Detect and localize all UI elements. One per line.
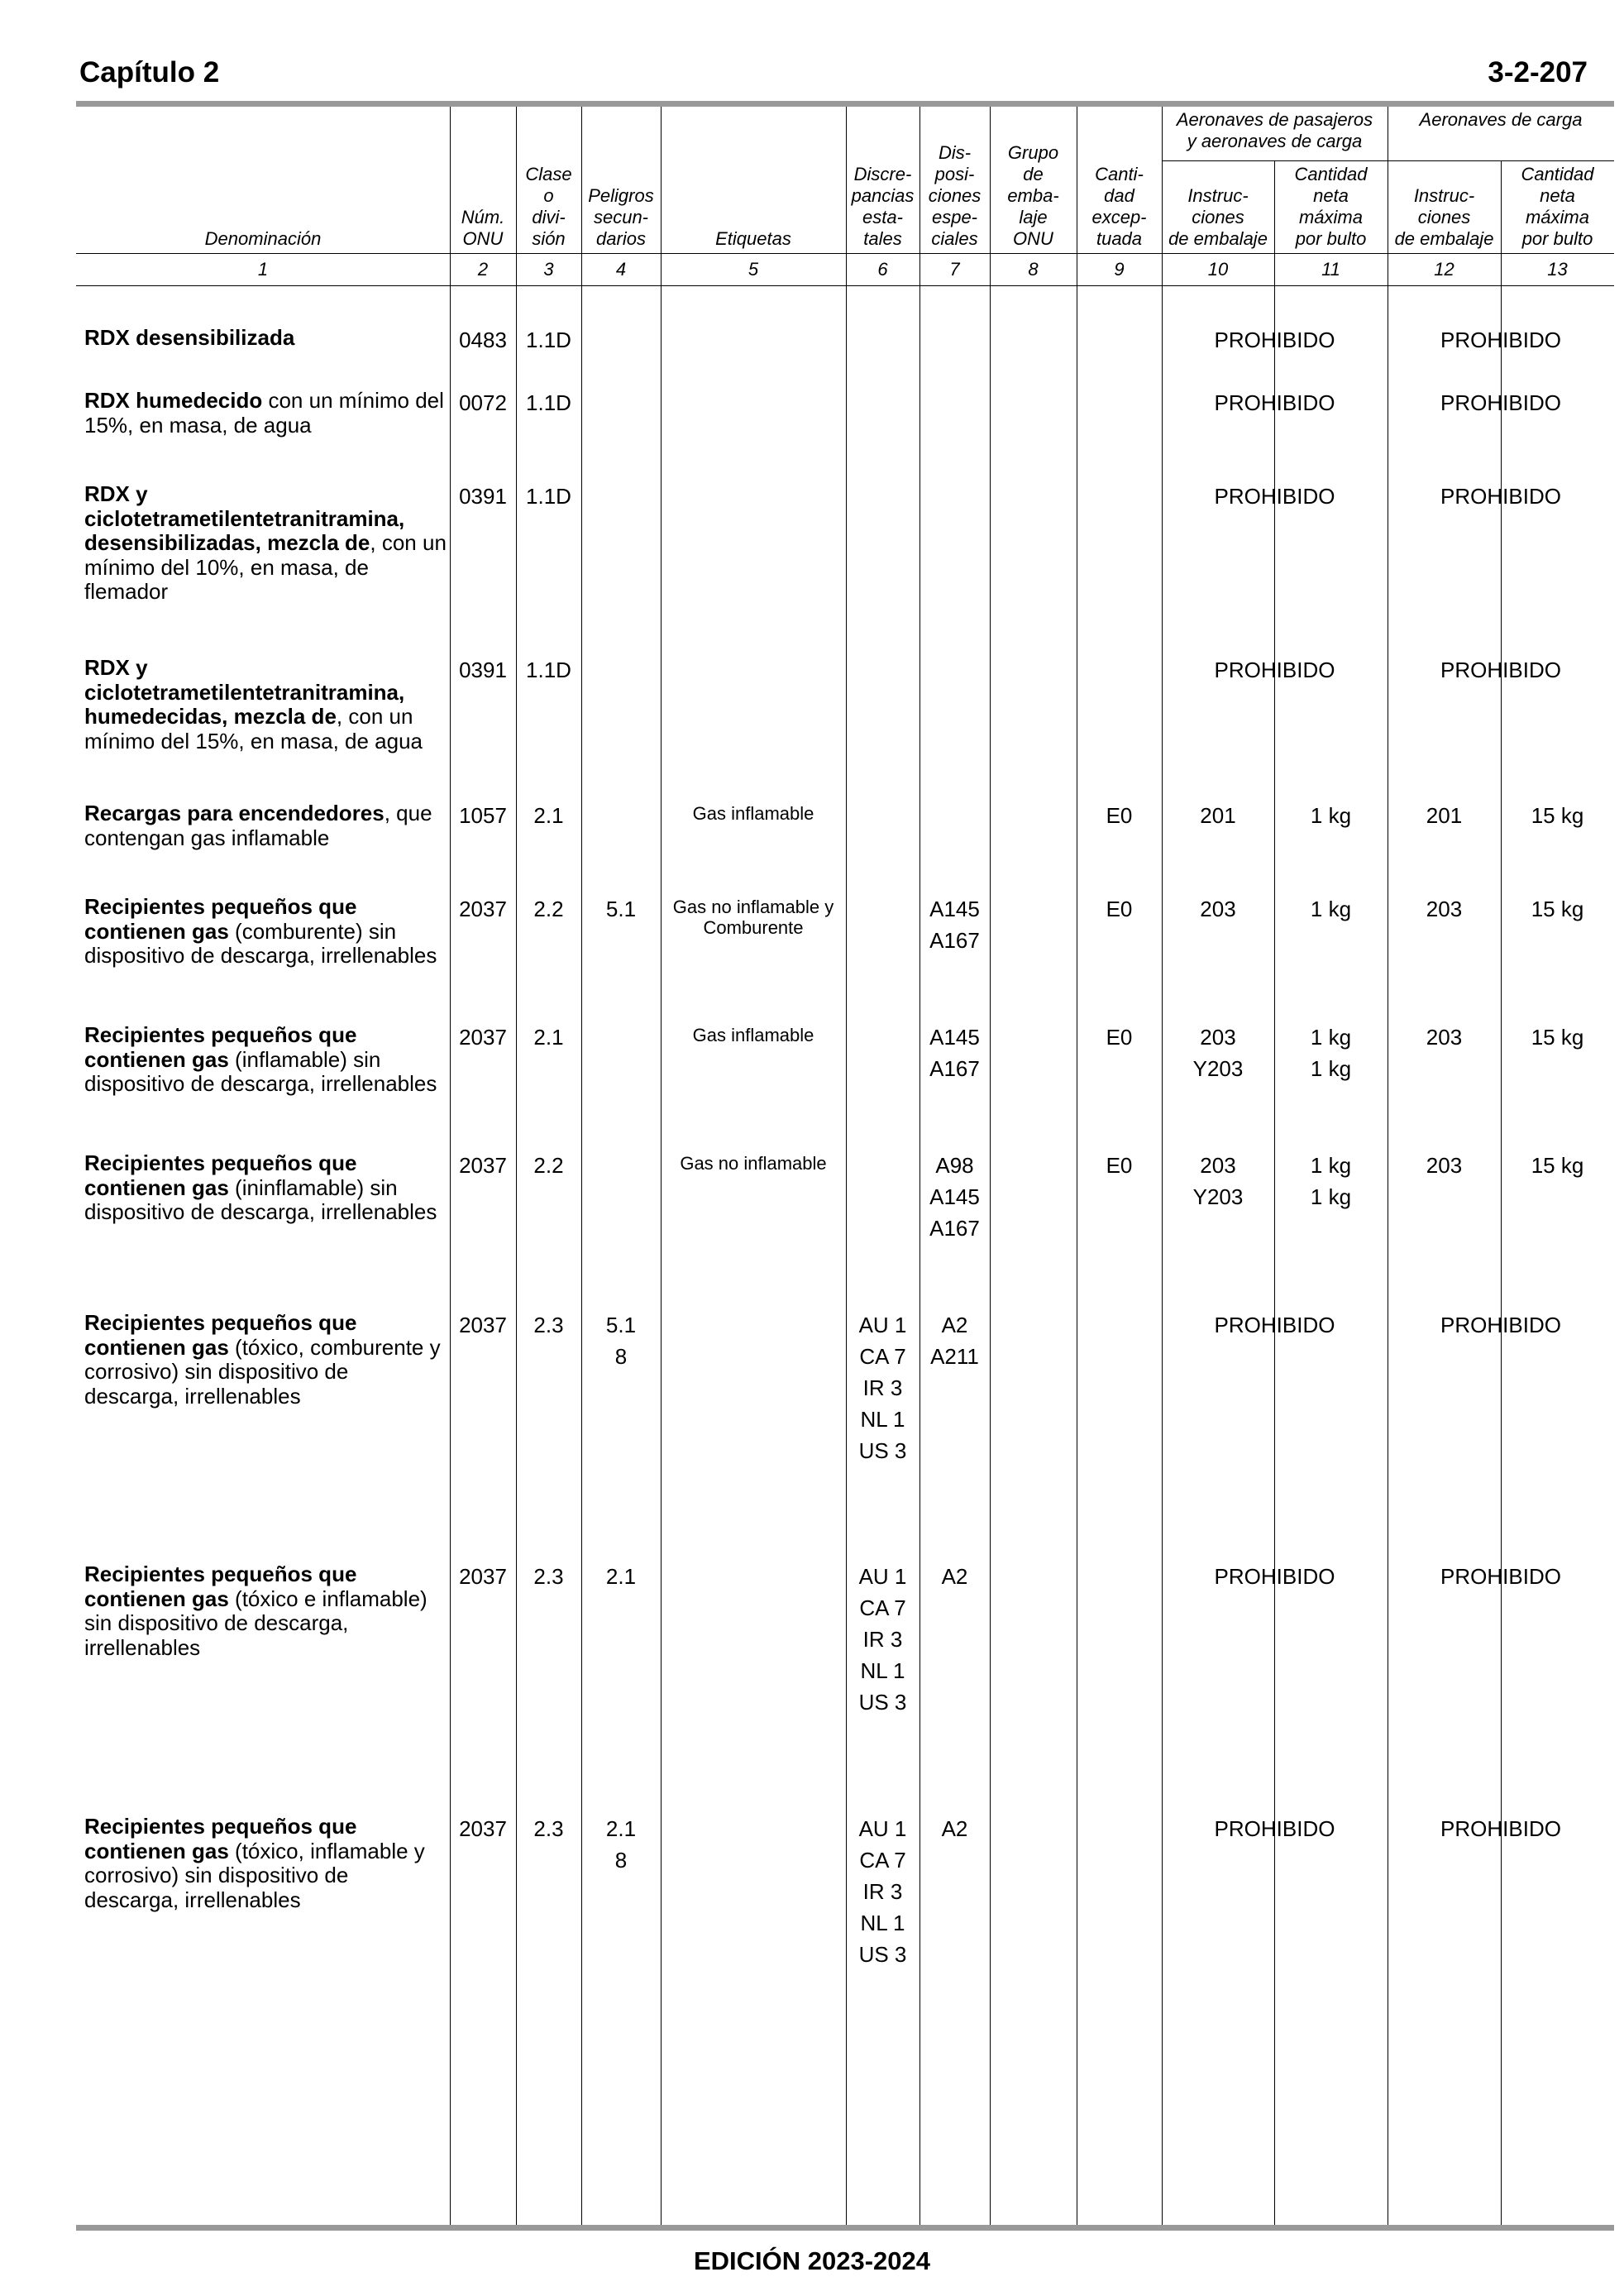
- header-state-variations: Discre- pancias esta- tales: [851, 164, 915, 249]
- substance-name-detail: , con un mínimo del 15%, en masa, de agua: [84, 704, 423, 753]
- special-provisions: A2: [941, 1564, 968, 1589]
- cargo-prohibited: PROHIBIDO: [1440, 390, 1561, 415]
- substance-name: [84, 1311, 447, 1409]
- substance-name-bold: Recipientes pequeños que contienen gas: [84, 1022, 357, 1072]
- cargo-prohibited: PROHIBIDO: [1440, 1564, 1561, 1589]
- chapter-title: Capítulo 2: [79, 56, 220, 88]
- header-cargo-aircraft: Aeronaves de carga: [1419, 109, 1583, 130]
- header-passenger-aircraft: Aeronaves de pasajeros y aeronaves de carga: [1176, 109, 1373, 151]
- pax-prohibited: PROHIBIDO: [1214, 1816, 1335, 1841]
- substance-name: [84, 656, 447, 753]
- header-pax-packing-instructions: Instruc- ciones de embalaje: [1168, 185, 1268, 249]
- column-divider: [990, 107, 991, 2225]
- cargo-max-quantity: 15 kg: [1531, 1025, 1584, 1050]
- substance-name-bold: RDX y ciclotetrametilentetranitramina, humedecidas, mezcla de: [84, 655, 405, 729]
- substance-name-bold: Recargas para encendedores: [84, 801, 385, 825]
- pax-prohibited: PROHIBIDO: [1214, 328, 1335, 352]
- class-division: 2.3: [533, 1816, 564, 1841]
- pax-prohibited: PROHIBIDO: [1214, 390, 1335, 415]
- pax-packing-instruction: 203 Y203: [1192, 1153, 1244, 1209]
- excepted-quantity: E0: [1106, 803, 1133, 828]
- column-number: 7: [949, 259, 960, 280]
- pax-max-quantity: 1 kg: [1310, 897, 1352, 921]
- un-number: 1057: [459, 803, 507, 828]
- header-cargo-packing-instructions: Instruc- ciones de embalaje: [1394, 185, 1494, 249]
- substance-name: [84, 326, 447, 351]
- subsidiary-hazard: 2.1 8: [605, 1816, 637, 1873]
- substance-name-bold: Recipientes pequeños que contienen gas: [84, 1814, 357, 1863]
- column-divider: [1501, 160, 1502, 2225]
- header-pax-max-quantity: Cantidad neta máxima por bulto: [1294, 164, 1368, 249]
- state-variations: AU 1 CA 7 IR 3 NL 1 US 3: [858, 1816, 907, 1967]
- pax-packing-instruction: 201: [1200, 803, 1236, 828]
- cargo-prohibited: PROHIBIDO: [1440, 1313, 1561, 1337]
- substance-name-detail: (tóxico, comburente y corrosivo) sin dispositivo de descarga, irrellenables: [84, 1334, 441, 1409]
- column-number: 10: [1207, 259, 1229, 280]
- subsidiary-hazard: 2.1: [605, 1564, 637, 1589]
- substance-name-detail: (tóxico e inflamable) sin dispositivo de descarga, irrellenables: [84, 1586, 427, 1660]
- header-excepted-quantity: Canti- dad excep- tuada: [1091, 164, 1147, 249]
- substance-name-detail: , con un mínimo del 10%, en masa, de flemador: [84, 530, 447, 604]
- un-number: 2037: [459, 1816, 507, 1841]
- header-special-provisions: Dis- posi- ciones espe- ciales: [928, 142, 982, 249]
- special-provisions: A2 A211: [930, 1313, 979, 1369]
- hazard-label: Gas inflamable: [692, 1025, 814, 1045]
- cargo-packing-instruction: 203: [1426, 897, 1463, 921]
- class-division: 2.3: [533, 1313, 564, 1337]
- substance-name-bold: Recipientes pequeños que contienen gas: [84, 1562, 357, 1611]
- substance-name: [84, 801, 447, 850]
- hazard-label: Gas inflamable: [692, 803, 814, 824]
- un-number: 2037: [459, 1153, 507, 1178]
- special-provisions: A145 A167: [929, 1025, 980, 1081]
- un-number: 0072: [459, 390, 507, 415]
- pax-prohibited: PROHIBIDO: [1214, 1564, 1335, 1589]
- class-division: 2.2: [533, 1153, 564, 1178]
- pax-max-quantity: 1 kg: [1310, 803, 1352, 828]
- column-number: 6: [877, 259, 888, 280]
- state-variations: AU 1 CA 7 IR 3 NL 1 US 3: [858, 1313, 907, 1463]
- column-number: 3: [543, 259, 554, 280]
- un-number: 2037: [459, 897, 507, 921]
- excepted-quantity: E0: [1106, 1025, 1133, 1050]
- column-number: 8: [1028, 259, 1039, 280]
- header-subsidiary-hazard: Peligros secun- darios: [588, 185, 654, 249]
- excepted-quantity: E0: [1106, 1153, 1133, 1178]
- column-number: 12: [1434, 259, 1454, 280]
- substance-name-detail: (ininflamable) sin dispositivo de descarga, irrellenables: [84, 1174, 437, 1224]
- un-number: 2037: [459, 1025, 507, 1050]
- pax-packing-instruction: 203: [1200, 897, 1236, 921]
- substance-name-detail: (comburente) sin dispositivo de descarga, irrellenables: [84, 918, 437, 968]
- substance-name-detail: (inflamable) sin dispositivo de descarga, irrellenables: [84, 1046, 437, 1096]
- cargo-max-quantity: 15 kg: [1531, 1153, 1584, 1178]
- column-number: 4: [615, 259, 627, 280]
- special-provisions: A2: [941, 1816, 968, 1841]
- state-variations: AU 1 CA 7 IR 3 NL 1 US 3: [858, 1564, 907, 1715]
- column-number: 1: [257, 259, 269, 280]
- subsidiary-hazard: 5.1: [605, 897, 637, 921]
- cargo-prohibited: PROHIBIDO: [1440, 658, 1561, 682]
- class-division: 2.3: [533, 1564, 564, 1589]
- header-cargo-max-quantity: Cantidad neta máxima por bulto: [1521, 164, 1594, 249]
- excepted-quantity: E0: [1106, 897, 1133, 921]
- bottom-rule: [76, 2225, 1614, 2231]
- column-divider: [581, 107, 582, 2225]
- substance-name: [84, 1151, 447, 1225]
- column-number: 11: [1321, 259, 1340, 280]
- column-number: 2: [477, 259, 489, 280]
- cargo-prohibited: PROHIBIDO: [1440, 484, 1561, 509]
- header-packing-group: Grupo de emba- laje ONU: [1007, 142, 1059, 249]
- subgroup-rule: [1162, 160, 1614, 161]
- edition-footer: EDICIÓN 2023-2024: [693, 2246, 931, 2275]
- substance-name-detail: (tóxico, inflamable y corrosivo) sin dispositivo de descarga, irrellenables: [84, 1838, 425, 1912]
- pax-prohibited: PROHIBIDO: [1214, 1313, 1335, 1337]
- class-division: 2.1: [533, 803, 564, 828]
- substance-name-bold: Recipientes pequeños que contienen gas: [84, 1150, 357, 1200]
- header-denominacion: Denominación: [204, 228, 322, 249]
- class-division: 1.1D: [526, 328, 571, 352]
- substance-name-detail: con un mínimo del 15%, en masa, de agua: [84, 388, 444, 438]
- class-division: 2.2: [533, 897, 564, 921]
- pax-max-quantity: 1 kg 1 kg: [1310, 1153, 1352, 1209]
- cargo-packing-instruction: 203: [1426, 1153, 1463, 1178]
- special-provisions: A145 A167: [929, 897, 980, 953]
- header-rule: [76, 253, 1614, 254]
- column-number: 9: [1114, 259, 1125, 280]
- un-number: 0391: [459, 658, 507, 682]
- class-division: 1.1D: [526, 484, 571, 509]
- pax-max-quantity: 1 kg 1 kg: [1310, 1025, 1352, 1081]
- substance-name-detail: , que contengan gas inflamable: [84, 801, 432, 850]
- pax-prohibited: PROHIBIDO: [1214, 484, 1335, 509]
- header-rule: [76, 285, 1614, 286]
- page-number: 3-2-207: [1488, 56, 1588, 88]
- top-rule: [76, 101, 1614, 107]
- cargo-packing-instruction: 203: [1426, 1025, 1463, 1050]
- pax-prohibited: PROHIBIDO: [1214, 658, 1335, 682]
- column-number: 13: [1547, 259, 1568, 280]
- substance-name-bold: Recipientes pequeños que contienen gas: [84, 894, 357, 944]
- substance-name: [84, 895, 447, 969]
- cargo-prohibited: PROHIBIDO: [1440, 1816, 1561, 1841]
- un-number: 2037: [459, 1313, 507, 1337]
- substance-name-bold: RDX desensibilizada: [84, 325, 295, 350]
- header-labels: Etiquetas: [715, 228, 791, 249]
- pax-packing-instruction: 203 Y203: [1192, 1025, 1244, 1081]
- substance-name: [84, 1562, 447, 1660]
- header-un-number: Núm. ONU: [461, 207, 505, 249]
- un-number: 0391: [459, 484, 507, 509]
- class-division: 2.1: [533, 1025, 564, 1050]
- subsidiary-hazard: 5.1 8: [605, 1313, 637, 1369]
- substance-name-bold: RDX humedecido: [84, 388, 263, 413]
- un-number: 0483: [459, 328, 507, 352]
- cargo-max-quantity: 15 kg: [1531, 897, 1584, 921]
- class-division: 1.1D: [526, 390, 571, 415]
- substance-name: [84, 1023, 447, 1097]
- substance-name-bold: RDX y ciclotetrametilentetranitramina, desensibilizadas, mezcla de: [84, 481, 405, 555]
- cargo-packing-instruction: 201: [1426, 803, 1463, 828]
- substance-name: [84, 1815, 447, 1912]
- special-provisions: A98 A145 A167: [929, 1153, 980, 1241]
- un-number: 2037: [459, 1564, 507, 1589]
- substance-name: [84, 482, 447, 605]
- hazard-label: Gas no inflamable: [680, 1153, 827, 1174]
- substance-name: [84, 389, 447, 438]
- header-class-division: Clase o divi- sión: [525, 164, 572, 249]
- hazard-label: Gas no inflamable y Comburente: [672, 897, 834, 938]
- cargo-max-quantity: 15 kg: [1531, 803, 1584, 828]
- class-division: 1.1D: [526, 658, 571, 682]
- column-number: 5: [748, 259, 759, 280]
- substance-name-bold: Recipientes pequeños que contienen gas: [84, 1310, 357, 1360]
- cargo-prohibited: PROHIBIDO: [1440, 328, 1561, 352]
